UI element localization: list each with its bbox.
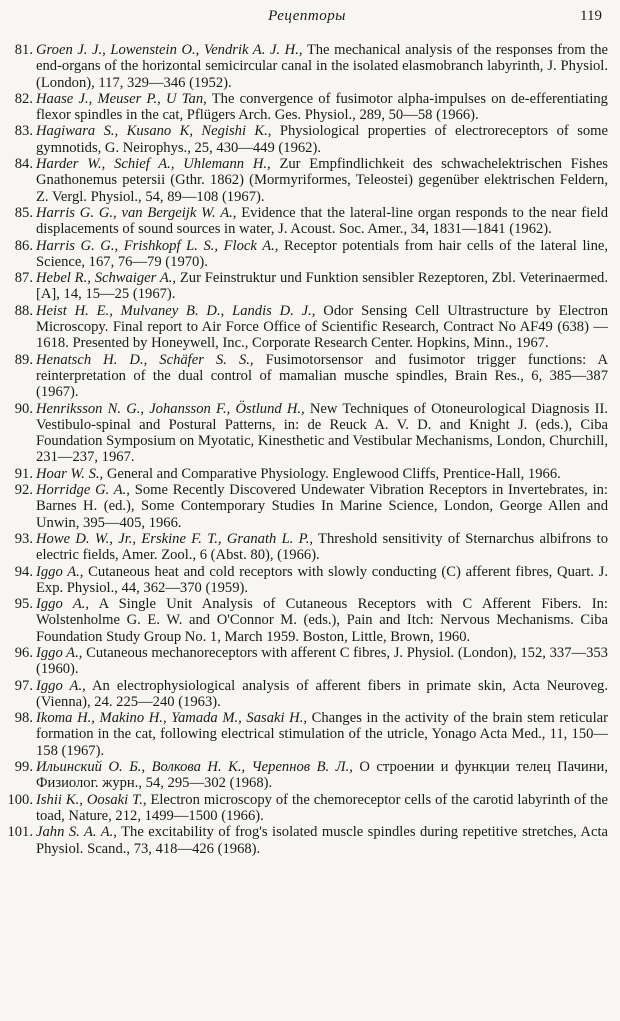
reference-authors: Henatsch H. D., Schäfer S. S., bbox=[36, 351, 254, 368]
reference-text: Changes in the activity of the brain stem reticular formation in the cat, following electrical stimulation of the utricle, Yonago Acta Med., 11, 150—158 (1967). bbox=[36, 710, 608, 759]
reference-text: General and Comparative Physiology. Englewood Cliffs, Prentice-Hall, 1966. bbox=[103, 465, 561, 482]
reference-number: 94. bbox=[14, 563, 33, 580]
reference-authors: Hagiwara S., Kusano K, Negishi K., bbox=[36, 123, 272, 140]
reference-item bbox=[6, 678, 608, 711]
reference-authors: Iggo A., bbox=[36, 596, 90, 613]
reference-number: 89. bbox=[14, 351, 33, 368]
reference-authors: Hoar W. S., bbox=[36, 465, 104, 482]
reference-number: 87. bbox=[14, 270, 33, 287]
reference-item bbox=[6, 531, 608, 564]
reference-item bbox=[6, 596, 608, 645]
reference-authors: Iggo A., bbox=[36, 677, 86, 694]
reference-authors: Groen J. J., Lowenstein O., Vendrik A. J. H., bbox=[36, 42, 303, 58]
reference-item bbox=[6, 482, 608, 531]
reference-authors: Heist H. E., Mulvaney B. D., Landis D. J., bbox=[36, 302, 316, 319]
reference-item bbox=[6, 792, 608, 825]
reference-item bbox=[6, 270, 608, 303]
reference-item bbox=[6, 401, 608, 466]
page-header bbox=[6, 4, 608, 42]
reference-number: 91. bbox=[14, 465, 33, 482]
reference-text: A Single Unit Analysis of Cutaneous Receptors with C Afferent Fibers. In: Wolstenholme G. E. W. and O'Connor M. (eds.), Pain and Itch: Nervous Mechanisms. Ciba Foundation Study Group No. 1, March 1959. Boston, Little, Brown, 1960. bbox=[36, 596, 608, 645]
reference-item bbox=[6, 759, 608, 792]
reference-authors: Harris G. G., van Bergeijk W. A., bbox=[36, 204, 237, 221]
reference-authors: Horridge G. A., bbox=[36, 482, 130, 499]
reference-item bbox=[6, 123, 608, 156]
reference-authors: Ikoma H., Makino H., Yamada M., Sasaki H., bbox=[36, 710, 307, 727]
reference-item bbox=[6, 303, 608, 352]
reference-text: Zur Feinstruktur und Funktion sensibler Rezeptoren, Zbl. Veterinaermed. [A], 14, 15—25 (1967). bbox=[36, 270, 608, 303]
reference-text: Evidence that the lateral-line organ responds to the near field displacements of sound sources in water, J. Acoust. Soc. Amer., 34, 1831—1841 (1962). bbox=[36, 204, 608, 238]
reference-item bbox=[6, 91, 608, 124]
reference-text: Physiological properties of electroreceptors of some gymnotids, G. Neirophys., 25, 430—449 (1962). bbox=[36, 123, 609, 156]
reference-item bbox=[6, 238, 608, 271]
page-number: 119 bbox=[580, 8, 602, 24]
reference-text: Zur Empfindlichkeit des schwachelektrischen Fishes Gnathonemus petersii (Gthr. 1862) (Mormyriformes, Teleostei) gegenüber elektrischen Feldern, Z. Vergl. Physiol., 54, 89—108 (1967). bbox=[36, 156, 608, 205]
reference-authors: Harris G. G., Frishkopf L. S., Flock A., bbox=[36, 237, 279, 254]
reference-item bbox=[6, 466, 608, 482]
reference-number: 82. bbox=[14, 90, 33, 107]
reference-number: 96. bbox=[14, 644, 33, 661]
reference-number: 93. bbox=[14, 530, 33, 547]
reference-item bbox=[6, 824, 608, 857]
reference-text: О строении и функции телец Пачини, Физиолог. журн., 54, 295—302 (1968). bbox=[36, 759, 608, 792]
reference-text: Cutaneous mechanoreceptors with afferent C fibres, J. Physiol. (London), 152, 337—353 (1960). bbox=[36, 644, 608, 678]
reference-text: New Techniques of Otoneurological Diagnosis II. Vestibulo-spinal and Postural Patterns, in: de Reuck A. V. D. and Knight J. (eds.), Ciba Foundation Symposium on Myotatic, Kinesthetic and Vestibular Mechanisms, London, Churchill, 231—237, 1967. bbox=[36, 400, 608, 466]
reference-authors: Jahn S. A. A., bbox=[36, 824, 117, 841]
reference-text: Receptor potentials from hair cells of the lateral line, Science, 167, 76—79 (1970). bbox=[36, 237, 608, 270]
reference-text: Some Recently Discovered Undewater Vibration Receptors in Invertebrates, in: Barnes H. (ed.), Some Contemporary Studies In Marine Science, London, George Allen and Unwin, 395—405, 1966. bbox=[36, 482, 608, 531]
reference-item bbox=[6, 42, 608, 91]
reference-number: 86. bbox=[14, 237, 33, 254]
reference-number: 83. bbox=[14, 123, 33, 140]
reference-text: Cutaneous heat and cold receptors with slowly conducting (C) afferent fibres, Quart. J. Exp. Physiol., 44, 362—370 (1959). bbox=[36, 563, 608, 596]
reference-number: 81. bbox=[14, 42, 33, 58]
reference-item bbox=[6, 156, 608, 205]
reference-list bbox=[6, 42, 608, 857]
reference-authors: Ильинский О. Б., Волкова Н. К., Черепнов В. Л., bbox=[36, 759, 353, 776]
reference-text: Odor Sensing Cell Ultrastructure by Electron Microscopy. Final report to Air Force Office of Scientific Research, Contract No AF49 (638) — 1618. Presented by Honeywell, Inc., Corporate Research Center. Hopkins, Minn., 1967. bbox=[36, 302, 609, 352]
reference-text: An electrophysiological analysis of afferent fibers in primate skin, Acta Neuroveg. (Vienna), 24. 225—240 (1963). bbox=[36, 677, 608, 710]
reference-authors: Henriksson N. G., Johansson F., Östlund H., bbox=[36, 400, 305, 417]
reference-number: 84. bbox=[14, 156, 33, 173]
reference-text: The excitability of frog's isolated muscle spindles during repetitive stretches, Acta Physiol. Scand., 73, 418—426 (1968). bbox=[36, 824, 608, 857]
reference-authors: Hebel R., Schwaiger A., bbox=[36, 270, 177, 287]
reference-text: Electron microscopy of the chemoreceptor cells of the carotid labyrinth of the toad, Nature, 212, 1499—1500 (1966). bbox=[36, 791, 608, 824]
reference-number: 95. bbox=[14, 596, 33, 613]
reference-text: The mechanical analysis of the responses from the end-organs of the horizontal semicircular canal in the isolated elasmobranch labyrinth, J. Physiol. (London), 117, 329—346 (1952). bbox=[36, 42, 608, 91]
reference-text: Threshold sensitivity of Sternarchus albifrons to electric fields, Amer. Zool., 6 (Abst. 80), (1966). bbox=[36, 530, 608, 564]
reference-text: Fusimotorsensor and fusimotor trigger functions: A reinterpretation of the dual control of mamalian musche spindles, Brain Res., 6, 385—387 (1967). bbox=[36, 351, 608, 401]
reference-authors: Harder W., Schief A., Uhlemann H., bbox=[36, 156, 271, 173]
reference-number: 90. bbox=[14, 400, 33, 417]
reference-number: 88. bbox=[14, 302, 33, 319]
running-title: Рецепторы bbox=[268, 8, 346, 24]
reference-item bbox=[6, 645, 608, 678]
reference-item bbox=[6, 352, 608, 401]
reference-number: 99. bbox=[14, 759, 33, 776]
reference-text: The convergence of fusimotor alpha-impulses on de-efferentiating flexor spindles in the cat, Pflügers Arch. Ges. Physiol., 289, 50—58 (1966). bbox=[36, 90, 608, 124]
reference-number: 92. bbox=[14, 482, 33, 499]
reference-number: 98. bbox=[14, 710, 33, 727]
reference-number: 101. bbox=[7, 824, 33, 841]
reference-authors: Haase J., Meuser P., U Tan, bbox=[36, 90, 207, 107]
reference-authors: Iggo A., bbox=[36, 563, 84, 580]
reference-authors: Howe D. W., Jr., Erskine F. T., Granath L. P., bbox=[36, 530, 314, 547]
reference-authors: Ishii K., Oosaki T., bbox=[36, 791, 147, 808]
reference-number: 97. bbox=[14, 677, 33, 694]
reference-item bbox=[6, 564, 608, 597]
reference-item bbox=[6, 205, 608, 238]
reference-item bbox=[6, 710, 608, 759]
reference-number: 100. bbox=[7, 791, 33, 808]
reference-authors: Iggo A., bbox=[36, 644, 83, 661]
reference-number: 85. bbox=[14, 204, 33, 221]
